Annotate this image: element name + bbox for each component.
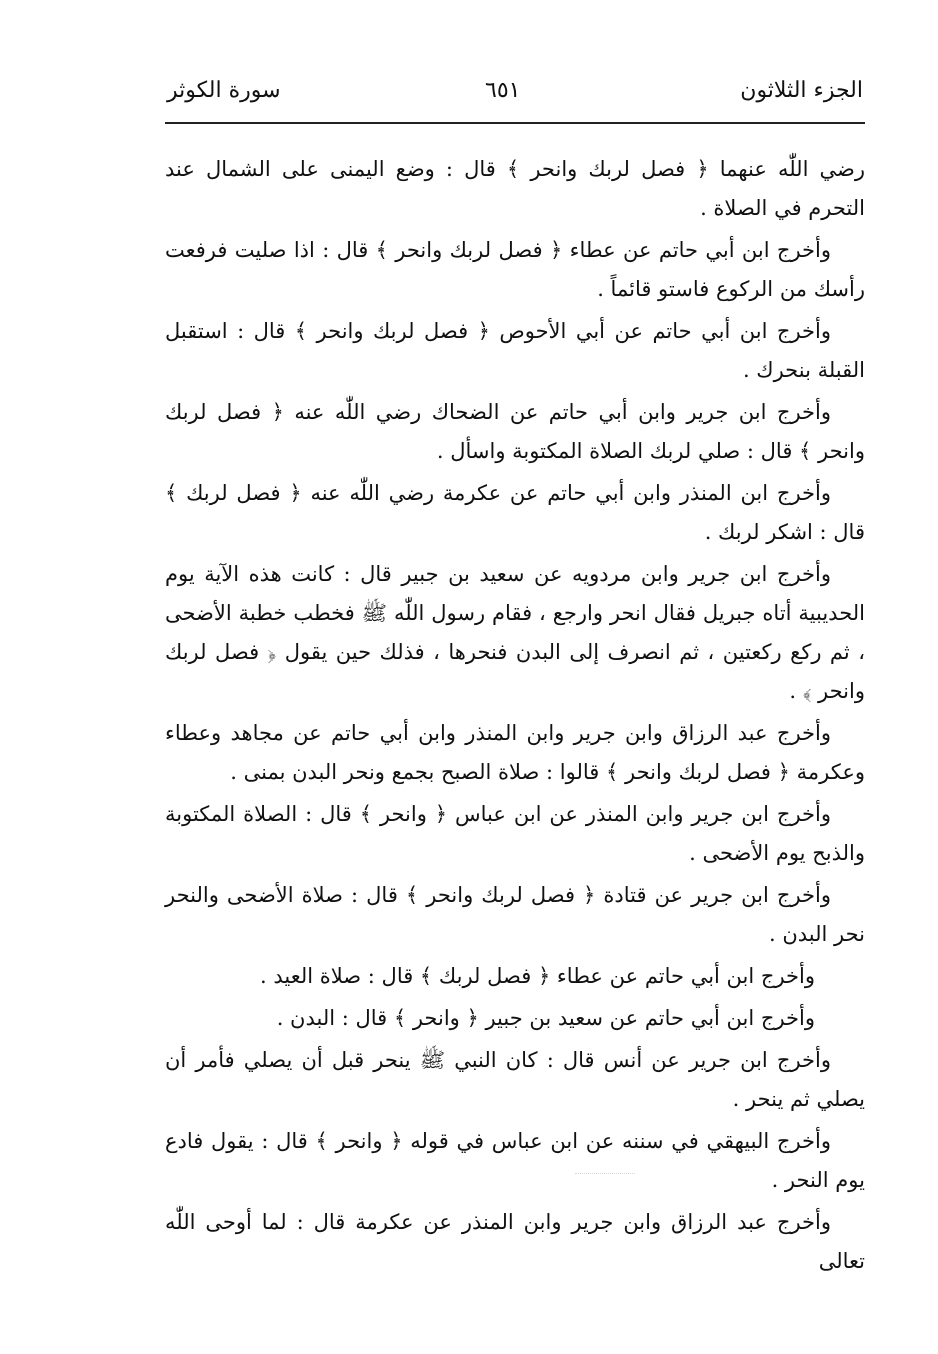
paragraph: وأخرج ابن أبي حاتم عن عطاء ﴿ فصل لربك وانحر ﴾ قال : اذا صليت فرفعت رأسك من الركوع فاستو قائماً . <box>165 238 865 301</box>
page-body <box>165 150 865 1284</box>
paragraph: وأخرج ابن جرير عن أنس قال : كان النبي ﷺ ينحر قبل أن يصلي فأمر أن يصلي ثم ينحر . <box>165 1048 865 1111</box>
paragraph: وأخرج ابن المنذر وابن أبي حاتم عن عكرمة رضي اللّٰه عنه ﴿ فصل لربك ﴾ قال : اشكر لربك . <box>165 481 865 544</box>
paragraph: وأخرج ابن جرير وابن مردويه عن سعيد بن جبير قال : كانت هذه الآية يوم الحديبية أتاه جبريل فقال انحر وارجع ، فقام رسول اللّٰه ﷺ فخطب خطبة الأضحى ، ثم ركع ركعتين ، ثم انصرف إلى البدن فنحرها ، فذلك حين يقول ﴿ فصل لربك وانحر ﴾ . <box>165 562 865 703</box>
page-header <box>165 70 865 120</box>
paragraph: وأخرج ابن أبي حاتم عن سعيد بن جبير ﴿ وانحر ﴾ قال : البدن . <box>276 1006 815 1030</box>
paragraph: وأخرج ابن أبي حاتم عن أبي الأحوص ﴿ فصل لربك وانحر ﴾ قال : استقبل القبلة بنحرك . <box>165 319 865 382</box>
paragraph: وأخرج البيهقي في سننه عن ابن عباس في قوله ﴿ وانحر ﴾ قال : يقول فادع يوم النحر . <box>165 1129 865 1192</box>
paragraph: وأخرج ابن جرير وابن أبي حاتم عن الضحاك رضي اللّٰه عنه ﴿ فصل لربك وانحر ﴾ قال : صلي لربك الصلاة المكتوبة واسأل . <box>165 400 865 463</box>
paragraph: وأخرج ابن جرير وابن المنذر عن ابن عباس ﴿ وانحر ﴾ قال : الصلاة المكتوبة والذبح يوم الأضحى . <box>165 802 865 865</box>
paragraph: وأخرج عبد الرزاق وابن جرير وابن المنذر وابن أبي حاتم عن مجاهد وعطاء وعكرمة ﴿ فصل لربك وانحر ﴾ قالوا : صلاة الصبح بجمع ونحر البدن بمنى . <box>165 721 865 784</box>
surah-title: سورة الكوثر <box>167 78 281 103</box>
paragraph: وأخرج ابن أبي حاتم عن عطاء ﴿ فصل لربك ﴾ قال : صلاة العيد . <box>260 964 815 988</box>
scan-artifact <box>575 1173 635 1188</box>
paragraph: وأخرج عبد الرزاق وابن جرير وابن المنذر عن عكرمة قال : لما أوحى اللّٰه تعالى <box>165 1210 865 1273</box>
paragraph: رضي اللّٰه عنهما ﴿ فصل لربك وانحر ﴾ قال : وضع اليمنى على الشمال عند التحرم في الصلاة . <box>165 157 865 220</box>
book-page <box>165 70 865 1273</box>
page-number: ٦٥١ <box>485 78 521 103</box>
paragraph: وأخرج ابن جرير عن قتادة ﴿ فصل لربك وانحر ﴾ قال : صلاة الأضحى والنحر نحر البدن . <box>165 883 865 946</box>
part-title: الجزء الثلاثون <box>740 78 863 103</box>
header-rule <box>165 122 865 124</box>
